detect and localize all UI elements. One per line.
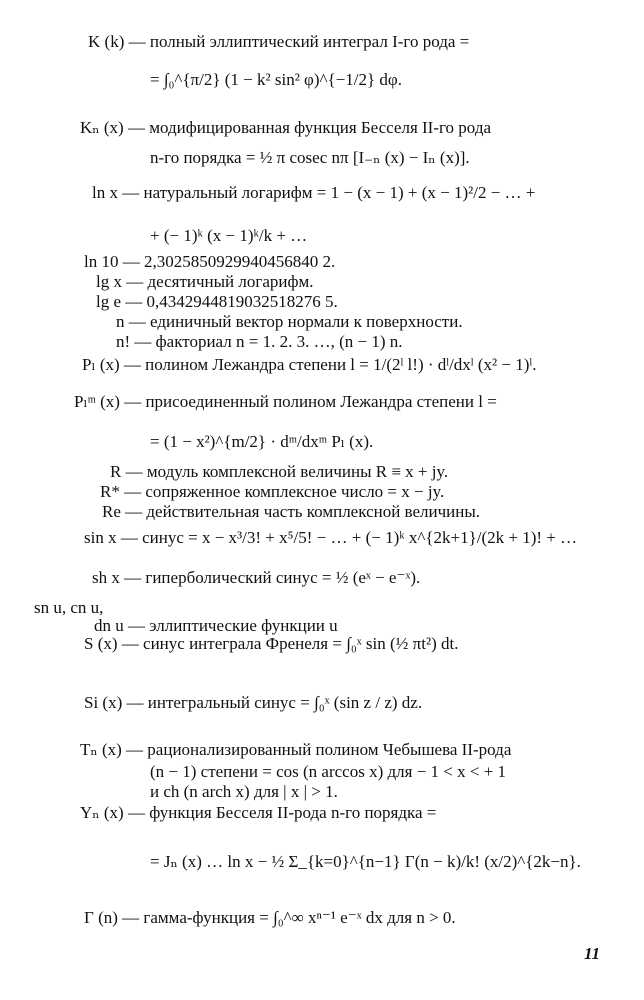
text-line-Yn-formula: = Jₙ (x) … ln x − ½ Σ_{k=0}^{n−1} Γ(n − k)/k! (x/2)^{2k−n}. [150, 852, 581, 871]
page-number: 11 [583, 944, 600, 963]
text-line-Tn-def: Tₙ (x) — рационализированный полином Чебышева II-рода [80, 740, 512, 759]
text-line-Si-def: Si (x) — интегральный синус = ∫₀ˣ (sin z / z) dz. [84, 693, 423, 712]
text-line-Re-def: Re — действительная часть комплексной величины. [102, 502, 481, 521]
text-line-Gamma-def: Γ (n) — гамма-функция = ∫₀^∞ xⁿ⁻¹ e⁻ˣ dx для n > 0. [84, 908, 456, 927]
text-line-ln-def: ln x — натуральный логарифм = 1 − (x − 1) + (x − 1)²/2 − … + [92, 183, 536, 202]
text-line-Plm-formula: = (1 − x²)^{m/2} · dᵐ/dxᵐ Pₗ (x). [150, 432, 374, 451]
text-line-Pl-def: Pₗ (x) — полином Лежандра степени l = 1/(2ˡ l!) · dˡ/dxˡ (x² − 1)ˡ. [82, 355, 537, 374]
text-line-Rstar-def: R* — сопряженное комплексное число = x − jy. [100, 482, 445, 501]
text-line-ln10: ln 10 — 2,3025850929940456840 2. [84, 252, 336, 271]
text-line-Kn-def: Kₙ (x) — модифицированная функция Бесселя II-го рода [80, 118, 492, 137]
text-line-Kn-formula: n-го порядка = ½ π cosec nπ [I₋ₙ (x) − Iₙ (x)]. [150, 148, 470, 167]
text-line-Tn-line3: и ch (n arch x) для | x | > 1. [150, 782, 338, 801]
text-line-n-vec: n — единичный вектор нормали к поверхности. [116, 312, 463, 331]
text-line-K-formula: = ∫₀^{π/2} (1 − k² sin² φ)^{−1/2} dφ. [150, 70, 402, 89]
text-line-Plm-def: Pₗᵐ (x) — присоединенный полином Лежандра степени l = [74, 392, 497, 411]
text-line-sh-def: sh x — гиперболический синус = ½ (eˣ − e⁻ˣ). [92, 568, 421, 587]
text-line-dnu: dn u — эллиптические функции u [94, 616, 338, 635]
text-line-Tn-line2: (n − 1) степени = cos (n arccos x) для − 1 < x < + 1 [150, 762, 507, 781]
text-line-S-def: S (x) — синус интеграла Френеля = ∫₀ˣ sin (½ πt²) dt. [84, 634, 459, 653]
text-line-R-def: R — модуль комплексной величины R ≡ x + jy. [110, 462, 449, 481]
text-line-lgx: lg x — десятичный логарифм. [96, 272, 314, 291]
text-line-factorial: n! — факториал n = 1. 2. 3. …, (n − 1) n. [116, 332, 403, 351]
text-line-ln-formula: + (− 1)ᵏ (x − 1)ᵏ/k + … [150, 226, 308, 245]
text-line-snu: sn u, cn u, [34, 598, 104, 617]
text-line-K-def: K (k) — полный эллиптический интеграл I-го рода = [88, 32, 470, 51]
text-line-Yn-def: Yₙ (x) — функция Бесселя II-рода n-го порядка = [80, 803, 437, 822]
text-line-sin-def: sin x — синус = x − x³/3! + x⁵/5! − … + (− 1)ᵏ x^{2k+1}/(2k + 1)! + … [84, 528, 578, 547]
text-line-lge: lg e — 0,4342944819032518276 5. [96, 292, 338, 311]
